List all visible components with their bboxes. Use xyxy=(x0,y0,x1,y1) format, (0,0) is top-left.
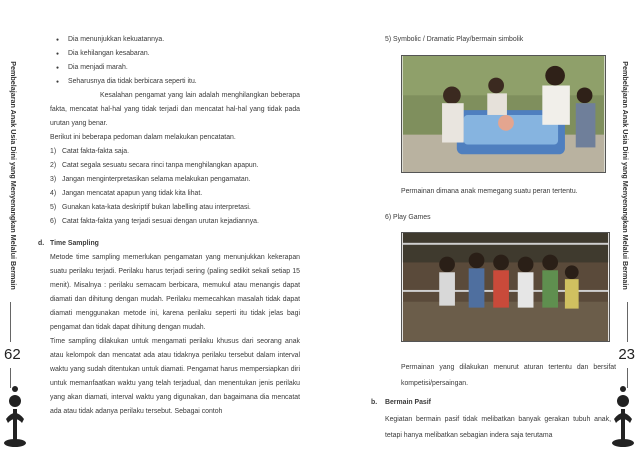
bullet-item: ● Dia menjadi marah. xyxy=(50,61,300,75)
bullet-list xyxy=(50,33,300,89)
section-b-heading: b. Bermain Pasif xyxy=(371,399,431,406)
bullet-item: ● Dia menunjukkan kekuatannya. xyxy=(50,33,300,47)
paragraph-guidelines-intro: Berikut ini beberapa pedoman dalam melakukan pencatatan. xyxy=(50,134,236,141)
right-divider-top xyxy=(627,302,628,342)
item-5-heading: 5) Symbolic / Dramatic Play/bermain simbolik xyxy=(385,36,524,43)
bullet-item: ● Dia kehilangan kesabaran. xyxy=(50,47,300,61)
left-spine-text: Pembelajaran Anak Usia Dini yang Menyenangkan Melalui Bermain xyxy=(8,60,18,290)
photo-symbolic-play xyxy=(401,55,606,173)
guideline-item: 2) Catat segala sesuatu secara rinci tanpa menghilangkan apapun. xyxy=(50,162,259,169)
guideline-item: 6) Catat fakta-fakta yang terjadi sesuai dengan urutan kejadiannya. xyxy=(50,218,259,225)
guideline-item: 1) Catat fakta-fakta saja. xyxy=(50,148,130,155)
left-divider-top xyxy=(10,302,11,342)
right-page-number: 23 xyxy=(618,346,635,363)
caption-symbolic-play: Permainan dimana anak memegang suatu peran tertentu. xyxy=(401,188,578,195)
section-b-paragraph: Kegiatan bermain pasif tidak melibatkan banyak gerakan tubuh anak, tetapi hanya melibatkan sebagian indera saja terutama xyxy=(385,416,611,439)
guideline-item: 3) Jangan menginterpretasikan selama melakukan pengamatan. xyxy=(50,176,251,183)
section-d-paragraph-1: Metode time sampling memerlukan pengamatan yang menunjukkan kekerapan suatu perilaku terjadi. Perilaku harus terjadi sering (paling sedikit sekali setiap 15 menit). Misalnya : perilaku semacam berbicara, memukul atau menangis dapat diamati dan dihitung dengan mudah. Perilaku memecahkan masalah tidak dapat diamati menggunakan metode ini, karena perilaku seperti itu tidak jelas bagi pengamat dan tidak dapat dihitung dengan mudah. xyxy=(50,254,300,331)
right-page xyxy=(319,0,638,453)
section-d-paragraph-2: Time sampling dilakukan untuk mengamati perilaku khusus dari seorang anak atau kelompok dan mencatat ada atau tidaknya perilaku tersebut dalam interval waktu yang sudah ditentukan untuk diamati. Pengamat harus mempersiapkan diri untuk memanfaatkan waktu yang telah terjadual, dan menentukan jenis perilaku yang akan diamati, interval waktu yang digunakan, dan bagaimana dia mencatat ada atau tidak adanya perilaku tersebut. Sebagai contoh xyxy=(50,338,300,415)
left-page-number: 62 xyxy=(4,346,21,363)
guideline-item: 4) Jangan mencatat apapun yang tidak kita lihat. xyxy=(50,190,203,197)
bullet-item: ● Seharusnya dia tidak berbicara seperti itu. xyxy=(50,75,300,89)
right-spine xyxy=(614,60,636,290)
caption-play-games: Permainan yang dilakukan menurut aturan tertentu dan bersifat kompetisi/persaingan. xyxy=(401,364,616,387)
item-6-heading: 6) Play Games xyxy=(385,214,431,221)
guideline-list xyxy=(50,145,300,229)
right-spine-text: Pembelajaran Anak Usia Dini yang Menyenangkan Melalui Bermain xyxy=(620,60,630,290)
left-spine xyxy=(2,60,24,290)
paragraph-observer-errors: Kesalahan pengamat yang lain adalah menghilangkan beberapa fakta, mencatat hal-hal yang tidak terjadi dan mencatat hal-hal yang tidak pada urutan yang benar. xyxy=(50,92,300,127)
photo-play-games xyxy=(401,232,610,342)
left-content xyxy=(38,33,300,419)
left-ornament-figure xyxy=(2,379,28,449)
guideline-item: 5) Gunakan kata-kata deskriptif bukan labelling atau interpretasi. xyxy=(50,204,251,211)
section-d-heading: d. Time Sampling xyxy=(38,240,99,247)
